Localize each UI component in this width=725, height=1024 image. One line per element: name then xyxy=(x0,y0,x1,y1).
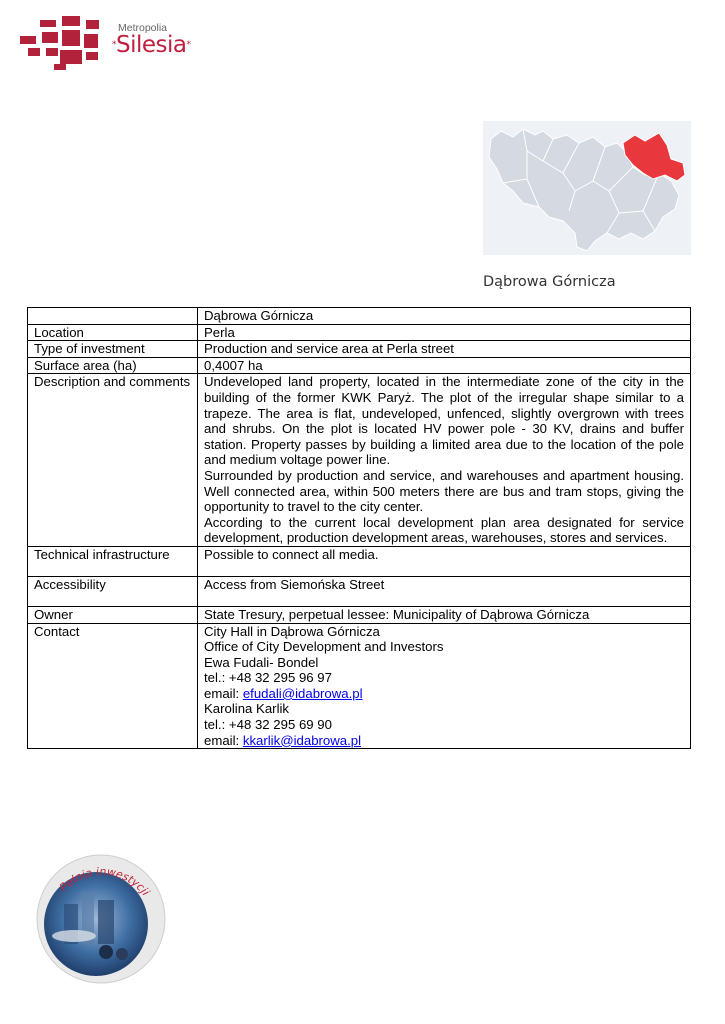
airplane-shape xyxy=(52,930,96,942)
contact-phone: tel.: +48 32 295 96 97 xyxy=(204,670,332,686)
type-label: Type of investment xyxy=(28,341,198,358)
owner-value: State Tresury, perpetual lessee: Municipality of Dąbrowa Górnicza xyxy=(198,606,691,623)
description-paragraph: Undeveloped land property, located in the intermediate zone of the city in the building of the former KWK Paryż. The plot of the irregular shape similar to a trapeze. The area is flat, undeveloped, unfenced, slightly overgrown with trees and shrubs. On the plot is located HV power pole - 30 KV, drains and buffer station. Property passes by building a limited area due to the location of the pole and medium voltage power line. xyxy=(204,374,684,468)
location-value: Perla xyxy=(198,324,691,341)
table-row xyxy=(28,374,691,547)
contact-department: Office of City Development and Investors xyxy=(204,639,444,655)
logo-square xyxy=(62,16,80,26)
email-link-efudali[interactable]: efudali@idabrowa.pl xyxy=(242,685,363,701)
contact-phone: tel.: +48 32 295 69 90 xyxy=(204,717,332,733)
location-label: Location xyxy=(28,324,198,341)
surface-label: Surface area (ha) xyxy=(28,357,198,374)
email-prefix: email: xyxy=(204,685,243,701)
region-map xyxy=(483,121,691,255)
logo-square xyxy=(42,32,58,43)
description-paragraph: According to the current local development plan area designated for service development, production development areas, warehouses, stores and services. xyxy=(204,514,684,546)
contact-person: Ewa Fudali- Bondel xyxy=(204,654,319,670)
investment-info-table xyxy=(27,307,691,749)
logo-silesia-text: *Silesia* xyxy=(112,32,191,58)
table-row xyxy=(28,341,691,358)
badge-text: Pełnia inwestycji xyxy=(56,865,153,899)
accessibility-value: Access from Siemońska Street xyxy=(198,576,691,606)
logo-square xyxy=(46,48,58,56)
logo-square xyxy=(20,36,36,44)
header-empty-cell xyxy=(28,308,198,325)
contact-email-line xyxy=(204,733,684,749)
pelnia-inwestycji-badge xyxy=(34,852,168,986)
table-row xyxy=(28,357,691,374)
table-row xyxy=(28,606,691,623)
description-value xyxy=(198,374,691,547)
logo-square xyxy=(86,52,98,60)
building-shape xyxy=(98,900,114,944)
logo-square xyxy=(28,48,40,56)
city-title: Dąbrowa Górnicza xyxy=(483,274,616,290)
logo-metropolia-text: Metropolia xyxy=(118,22,168,34)
accessibility-label: Accessibility xyxy=(28,576,198,606)
table-row xyxy=(28,324,691,341)
email-prefix: email: xyxy=(204,732,243,748)
table-row xyxy=(28,546,691,576)
logo-square xyxy=(40,20,56,27)
region-map-graphic xyxy=(483,121,691,255)
metropolia-silesia-logo xyxy=(18,14,193,70)
table-row xyxy=(28,308,691,325)
person-shape xyxy=(99,945,113,959)
contact-label: Contact xyxy=(28,623,198,749)
logo-square xyxy=(54,64,66,70)
contact-person: Karolina Karlik xyxy=(204,701,290,717)
surface-value: 0,4007 ha xyxy=(198,357,691,374)
logo-square xyxy=(86,20,99,29)
owner-label: Owner xyxy=(28,606,198,623)
description-paragraph: Surrounded by production and service, and warehouses and apartment housing. Well connected area, within 500 meters there are bus and tram stops, giving the opportunity to travel to the city center. xyxy=(204,467,684,515)
badge-graphic xyxy=(34,852,168,986)
infrastructure-value: Possible to connect all media. xyxy=(198,546,691,576)
person-shape xyxy=(116,948,128,960)
table-row xyxy=(28,576,691,606)
contact-value xyxy=(198,623,691,749)
contact-office: City Hall in Dąbrowa Górnicza xyxy=(204,623,380,639)
logo-square xyxy=(60,50,82,64)
logo-square xyxy=(84,34,98,48)
email-link-kkarlik[interactable]: kkarlik@idabrowa.pl xyxy=(242,732,362,748)
contact-email-line xyxy=(204,686,684,702)
logo-square xyxy=(62,30,80,46)
infrastructure-label: Technical infrastructure xyxy=(28,546,198,576)
description-label: Description and comments xyxy=(28,374,198,547)
table-row xyxy=(28,623,691,749)
type-value: Production and service area at Perla street xyxy=(198,341,691,358)
header-city-cell: Dąbrowa Górnicza xyxy=(198,308,691,325)
